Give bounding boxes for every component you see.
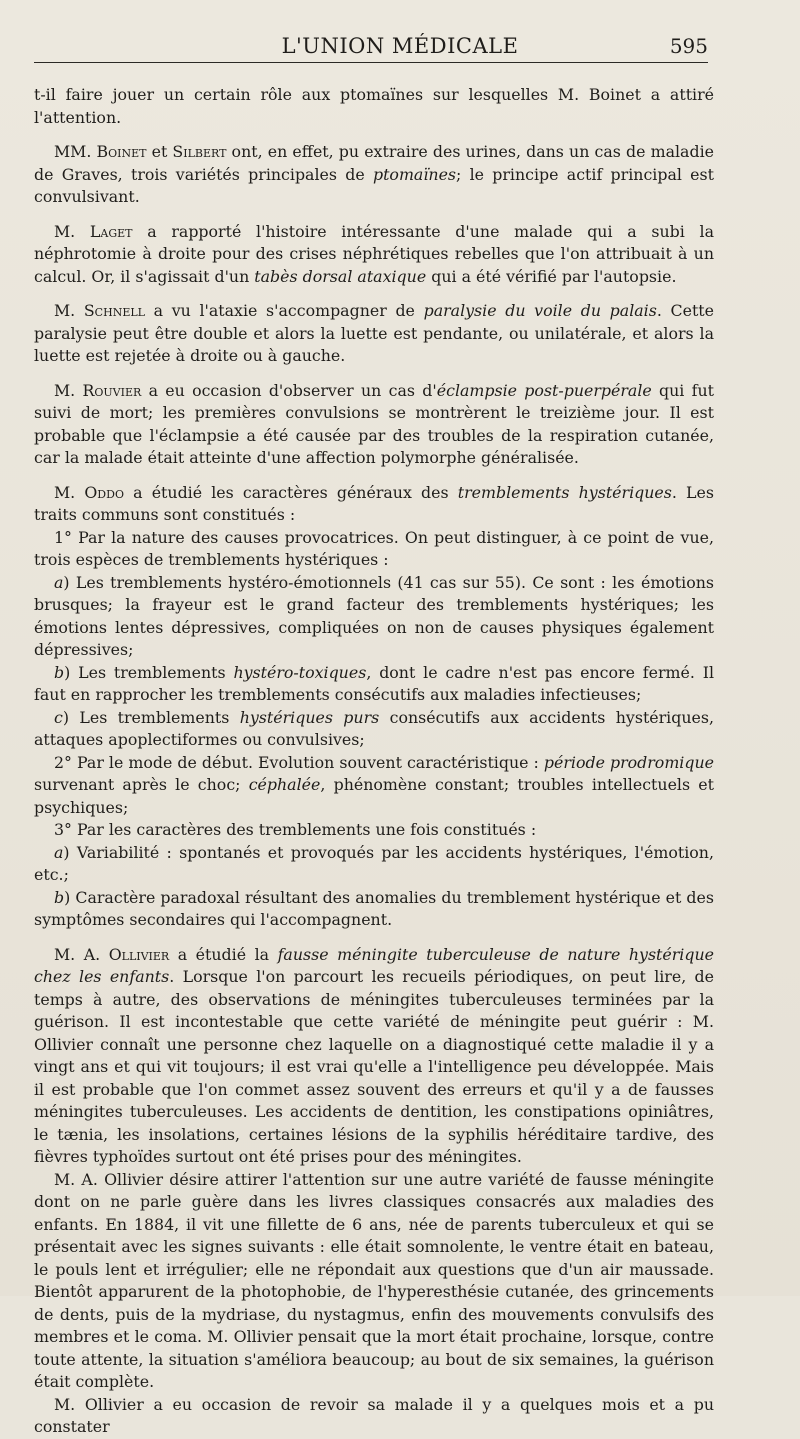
text-run: a rapporté l'histoire intéressante d'une malade qui a subi la néphrotomie à droite pour des crises néphrétiques rebelles que l'on attribuait à un calcul. Or, il s'agissait d'un: [34, 221, 715, 286]
text-run: a étudié les caractères généraux des: [123, 482, 458, 502]
text-run: survenant après le choc;: [34, 775, 249, 794]
paragraph: [34, 707, 714, 752]
text-run: , phénomène constant; troubles intellectuels et psychiques;: [34, 775, 714, 817]
paragraph: [34, 300, 714, 368]
italic-text: a: [54, 842, 64, 862]
text-run: a eu occasion d'observer un cas d': [141, 380, 437, 400]
italic-text: paralysie du voile du palais: [423, 301, 657, 320]
paragraph: [34, 752, 714, 820]
paragraph: [34, 662, 714, 707]
text-run: ; le principe actif principal est convulsivant.: [34, 164, 714, 206]
page-header: [0, 30, 800, 62]
header-rule: [34, 62, 708, 63]
author-name: Ollivier: [108, 944, 170, 964]
italic-text: a: [54, 572, 64, 592]
italic-text: tremblements hystériques: [457, 482, 672, 502]
italic-text: tabès dorsal ataxique: [254, 266, 427, 286]
italic-text: hystéro-toxiques: [233, 662, 367, 682]
author-name: Laget: [89, 221, 133, 241]
paragraph: [34, 819, 714, 842]
author-name: Schnell: [83, 301, 145, 320]
text-run: t-il faire jouer un certain rôle aux ptomaïnes sur lesquelles M. Boinet a attiré l'attention.: [34, 85, 714, 127]
text-run: . Lorsque l'on parcourt les recueils périodiques, on peut lire, de temps à autre, des observations de méningites tuberculeuses terminées par la guérison. Il est incontestable que cette variété de méningite peut guérir : M. Ollivier connaît une personne chez laquelle on a diagnostiqué cette maladie il y a vingt ans et qui vit toujours; il est vrai qu'elle a l'intelligence peu développée. Mais il est probable que l'on commet assez souvent des erreurs et qu'il y a de fausses méningites tuberculeuses. Les accidents de dentition, les constipations opiniâtres, le tænia, les insolations, certaines lésions de la syphilis héréditaire tardive, des fièvres typhoïdes surtout ont été prises pour des méningites.: [34, 967, 714, 1166]
paragraph: [34, 527, 714, 572]
text-run: M. Ollivier a eu occasion de revoir sa malade il y a quelques mois et a pu constater: [34, 1394, 714, 1436]
running-head: L'UNION MÉDICALE: [281, 34, 519, 58]
author-name: Boinet: [96, 142, 147, 161]
text-run: ) Variabilité : spontanés et provoqués par les accidents hystériques, l'émotion, etc.;: [34, 842, 714, 884]
text-run: consécutifs aux accidents hystériques, attaques apoplectiformes ou convulsives;: [34, 707, 715, 749]
text-run: M.: [54, 380, 83, 400]
paragraph: [34, 1394, 714, 1439]
italic-text: céphalée: [248, 775, 321, 794]
paragraph: [34, 944, 714, 1169]
italic-text: éclampsie post-puerpérale: [436, 380, 652, 400]
text-run: M. A. Ollivier désire attirer l'attention sur une autre variété de fausse méningite dont on ne parle guère dans les livres classiques consacrés aux maladies des enfants. En 1884, il vit une fillette de 6 ans, née de parents tuberculeux et qui se présentait avec les signes suivants : elle était somnolente, le ventre était en bateau, le pouls lent et irrégulier; elle ne répondait aux questions que d'un air maussade. Bientôt apparurent de la photophobie, de l'hyperesthésie cutanée, des grincements de dents, puis de la mydriase, du nystagmus, enfin des mouvements convulsifs des membres et le coma. M. Ollivier pensait que la mort était prochaine, lorsque, contre toute attente, la situation s'améliora beaucoup; au bout de six semaines, la guérison était complète.: [34, 1169, 714, 1391]
text-run: ) Caractère paradoxal résultant des anomalies du tremblement hystérique et des symptômes secondaires qui l'accompagnent.: [34, 887, 714, 929]
italic-text: fausse méningite tuberculeuse de nature hystérique chez les enfants: [34, 944, 714, 986]
text-run: MM.: [54, 142, 97, 161]
text-run: , dont le cadre n'est pas encore fermé. Il faut en rapprocher les tremblements consécutifs aux maladies infectieuses;: [34, 662, 715, 704]
italic-text: b: [54, 887, 65, 907]
paragraph: [34, 221, 714, 289]
italic-text: ptomaïnes: [372, 164, 457, 184]
italic-text: période prodromique: [543, 752, 714, 772]
text-run: ) Les tremblements: [64, 662, 234, 682]
text-run: qui a été vérifié par l'autopsie.: [426, 266, 677, 286]
text-run: ont, en effet, pu extraire des urines, dans un cas de maladie de Graves, trois variétés principales de: [34, 142, 714, 184]
text-run: 3° Par les caractères des tremblements une fois constitués :: [54, 820, 537, 839]
paragraph: [34, 84, 714, 129]
text-run: a étudié la: [169, 944, 278, 964]
body-text: [34, 84, 714, 1439]
page-number: 595: [669, 34, 708, 58]
paragraph: [34, 1169, 714, 1394]
italic-text: hystériques purs: [239, 707, 380, 727]
paragraph: [34, 887, 714, 932]
text-run: ) Les tremblements hystéro-émotionnels (41 cas sur 55). Ce sont : les émotions brusques; la frayeur est le grand facteur des tremblements hystériques; les émotions lentes dépressives, compliquées on non de causes physiques également dépressives;: [34, 572, 714, 659]
author-name: Oddo: [84, 482, 124, 502]
text-run: M.: [54, 301, 84, 320]
text-run: M.: [54, 221, 90, 241]
text-run: a vu l'ataxie s'accompagner de: [144, 301, 424, 320]
text-run: ) Les tremblements: [62, 707, 240, 727]
text-run: 2° Par le mode de début. Evolution souvent caractéristique :: [54, 752, 544, 772]
text-run: qui fut suivi de mort; les premières convulsions se montrèrent le treizième jour. Il est probable que l'éclampsie a été causée par des troubles de la respiration cutanée, car la malade était atteinte d'une affection polymorphe généralisée.: [34, 380, 715, 467]
text-run: et: [146, 142, 173, 161]
author-name: Silbert: [172, 142, 227, 161]
text-run: . Cette paralysie peut être double et alors la luette est pendante, ou unilatérale, et alors la luette est rejetée à droite ou à gauche.: [34, 301, 714, 365]
paragraph: [34, 141, 714, 209]
paragraph: [34, 380, 714, 470]
text-run: M.: [54, 482, 85, 502]
text-run: M. A.: [54, 944, 109, 964]
italic-text: b: [54, 662, 65, 682]
paragraph: [34, 842, 714, 887]
paragraph: [34, 482, 714, 527]
text-run: . Les traits communs sont constitués :: [34, 482, 714, 524]
paragraph: [34, 572, 714, 662]
author-name: Rouvier: [82, 380, 142, 400]
italic-text: c: [54, 707, 63, 727]
text-run: 1° Par la nature des causes provocatrices. On peut distinguer, à ce point de vue, trois espèces de tremblements hystériques :: [34, 527, 714, 569]
